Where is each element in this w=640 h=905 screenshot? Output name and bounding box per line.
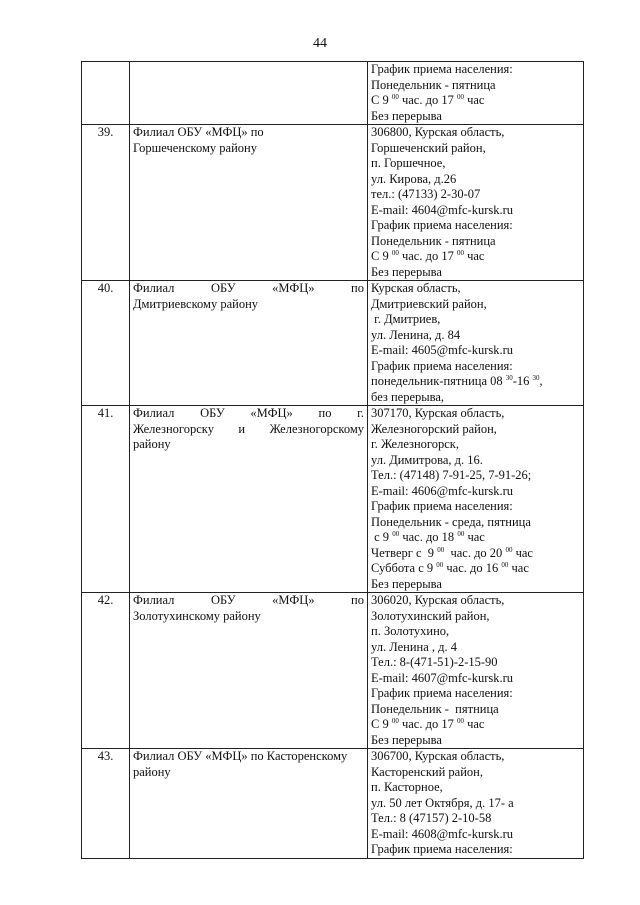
branch-info-cell <box>368 406 584 593</box>
mfc-branches-table <box>81 61 584 859</box>
info-line: 306800, Курская область, <box>371 125 505 139</box>
table-row <box>82 593 584 749</box>
branch-name-cell <box>130 281 368 406</box>
row-number-cell: 43. <box>82 749 130 859</box>
info-line: ул. Ленина , д. 4 <box>371 639 457 654</box>
info-line: п. Золотухино, <box>371 624 450 638</box>
info-line: График приема населения: <box>371 499 513 513</box>
info-line: E-mail: 4604@mfc-kursk.ru <box>371 202 514 217</box>
info-line: С 9 $^{00}$ час. до 17 $^{00}$ час <box>371 249 485 263</box>
branch-name-line: Золотухинскому району <box>133 608 261 623</box>
info-line: Понедельник - среда, пятница <box>371 514 531 529</box>
time-superscript: 00 <box>456 249 464 257</box>
info-line: ул. Димитрова, д. 16. <box>371 452 483 467</box>
info-line: График приема населения: <box>371 686 513 700</box>
branch-name-line: Филиал ОБУ «МФЦ» по Касторенскому <box>133 749 348 763</box>
time-superscript: 00 <box>437 545 445 554</box>
info-line: Курская область, <box>371 281 461 295</box>
row-number-cell: 40. <box>82 281 130 406</box>
branch-info-cell <box>368 593 584 749</box>
time-superscript: 00 <box>391 717 399 725</box>
info-line: Без перерыва <box>371 108 442 123</box>
info-line: Золотухинский район, <box>371 608 490 623</box>
branch-name-line: Железногорску и Железногорскому <box>133 421 364 436</box>
page-number: 44 <box>313 36 327 51</box>
info-line: г. Дмитриев, <box>371 312 441 326</box>
info-line: ул. Кирова, д.26 <box>371 171 457 186</box>
info-line: Железногорский район, <box>371 421 497 436</box>
time-superscript: 00 <box>392 530 400 538</box>
info-line: График приема населения: <box>371 62 513 76</box>
info-line: г. Железногорск, <box>371 437 459 451</box>
info-line: ул. Ленина, д. 84 <box>371 327 461 342</box>
time-superscript: 30 <box>505 374 513 382</box>
info-line: п. Касторное, <box>371 780 443 794</box>
info-line: тел.: (47133) 2-30-07 <box>371 187 481 201</box>
time-superscript: 30 <box>532 374 540 382</box>
row-number-cell: 42. <box>82 593 130 749</box>
info-line: E-mail: 4606@mfc-kursk.ru <box>371 483 514 498</box>
info-line: понедельник-пятница 08 $^{30}$-16 $^{30}$, <box>371 374 543 388</box>
branch-name-cell <box>130 749 368 859</box>
time-superscript: 00 <box>501 561 509 569</box>
branch-name-cell <box>130 62 368 125</box>
branch-name-line: району <box>133 437 171 451</box>
info-line: С 9 $^{00}$ час. до 17 $^{00}$ час <box>371 93 485 107</box>
info-line: E-mail: 4607@mfc-kursk.ru <box>371 670 514 685</box>
info-line: ул. 50 лет Октября, д. 17- а <box>371 795 514 810</box>
branch-name-cell <box>130 593 368 749</box>
info-line: Дмитриевский район, <box>371 296 487 311</box>
table-row <box>82 406 584 593</box>
info-line: E-mail: 4605@mfc-kursk.ru <box>371 343 514 357</box>
info-line: Без перерыва <box>371 732 442 747</box>
branch-name-line: Филиал ОБУ «МФЦ» по г. <box>133 406 364 420</box>
branch-name-line: Филиал ОБУ «МФЦ» по <box>133 281 364 295</box>
info-line: Горшеченский район, <box>371 140 486 155</box>
branch-info-cell <box>368 281 584 406</box>
table-row <box>82 749 584 859</box>
info-line: График приема населения: <box>371 218 513 232</box>
time-superscript: 00 <box>456 93 464 101</box>
info-line: С 9 $^{00}$ час. до 17 $^{00}$ час <box>371 717 485 731</box>
info-line: Понедельник - пятница <box>371 701 499 716</box>
info-line: Касторенский район, <box>371 764 483 779</box>
time-superscript: 00 <box>505 545 513 554</box>
branch-info-cell <box>368 125 584 281</box>
table-row <box>82 125 584 281</box>
info-line: 306020, Курская область, <box>371 593 505 607</box>
branch-name-cell <box>130 406 368 593</box>
table-row-continuation <box>82 62 584 125</box>
info-line: Без перерыва <box>371 576 442 591</box>
info-line: E-mail: 4608@mfc-kursk.ru <box>371 826 514 841</box>
info-line: Тел.: 8-(471-51)-2-15-90 <box>371 655 498 669</box>
info-line: 306700, Курская область, <box>371 749 505 763</box>
info-line: п. Горшечное, <box>371 156 446 170</box>
info-line: без перерыва, <box>371 389 445 404</box>
time-superscript: 00 <box>456 717 464 725</box>
info-line: Без перерыва <box>371 264 442 279</box>
info-line: График приема населения: <box>371 358 513 373</box>
branch-name-line: району <box>133 764 171 779</box>
info-line: с 9 $^{00}$ час. до 18 $^{00}$ час <box>371 530 485 544</box>
table-row <box>82 281 584 406</box>
time-superscript: 00 <box>391 249 399 257</box>
info-line: Суббота с 9 $^{00}$ час. до 16 $^{00}$ час <box>371 561 529 575</box>
info-line: Понедельник - пятница <box>371 233 496 248</box>
row-number-cell: 39. <box>82 125 130 281</box>
branch-info-cell <box>368 749 584 859</box>
info-line: График приема населения: <box>371 842 513 856</box>
time-superscript: 00 <box>391 93 399 101</box>
info-line: Тел.: (47148) 7-91-25, 7-91-26; <box>371 468 532 482</box>
branch-name-line: Филиал ОБУ «МФЦ» по <box>133 593 364 607</box>
time-superscript: 00 <box>436 561 444 569</box>
branch-name-cell <box>130 125 368 281</box>
branch-info-cell <box>368 62 584 125</box>
branch-name-line: Филиал ОБУ «МФЦ» по <box>133 125 264 139</box>
branch-name-line: Горшеченскому району <box>133 140 257 155</box>
row-number-cell <box>82 62 130 125</box>
info-line: Понедельник - пятница <box>371 77 496 92</box>
time-superscript: 00 <box>457 530 465 538</box>
info-line: 307170, Курская область, <box>371 406 505 420</box>
info-line: Тел.: 8 (47157) 2-10-58 <box>371 811 492 825</box>
branch-name-line: Дмитриевскому району <box>133 296 259 311</box>
info-line: Четверг с 9 $^{00}$ час. до 20 $^{00}$ час <box>371 545 533 560</box>
row-number-cell: 41. <box>82 406 130 593</box>
